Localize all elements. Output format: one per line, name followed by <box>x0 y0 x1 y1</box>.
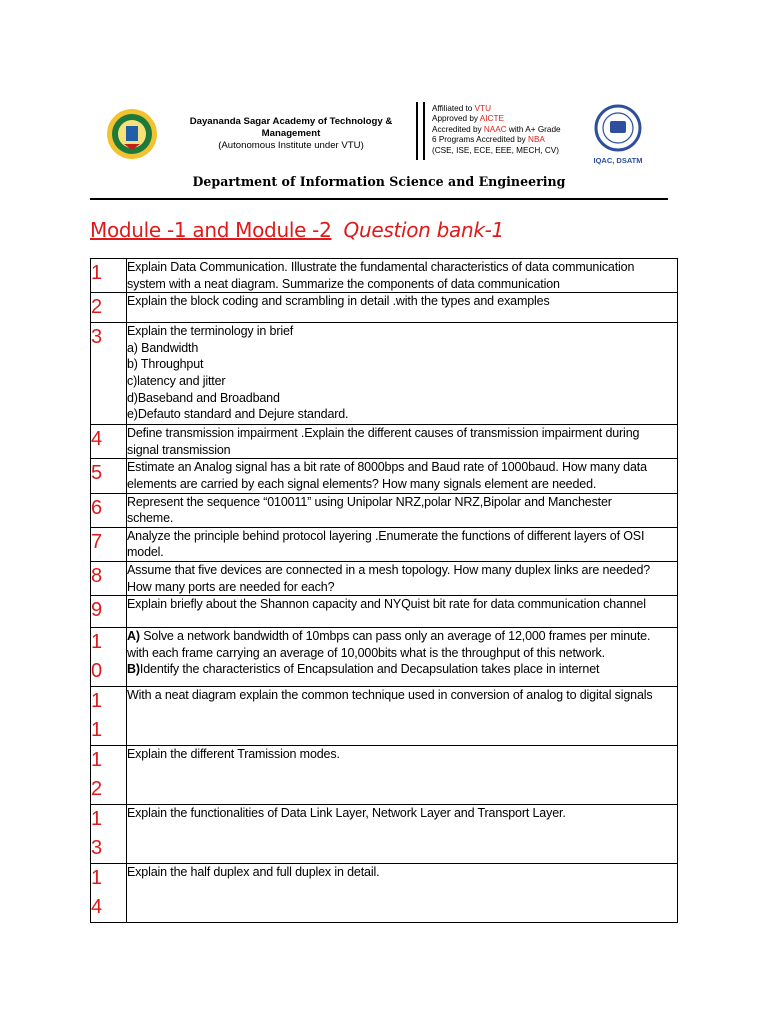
question-number <box>91 293 127 323</box>
header-rule <box>90 198 668 200</box>
subpart-label: A) <box>127 629 140 644</box>
institute-emblem-icon <box>106 108 158 160</box>
affiliation-highlight: NAAC <box>483 124 507 134</box>
question-line: How many ports are needed for each? <box>127 579 335 594</box>
question-text <box>127 493 678 527</box>
question-row <box>91 259 678 293</box>
question-text <box>127 425 678 459</box>
question-line: Explain the half duplex and full duplex in detail. <box>127 865 380 880</box>
question-number-text: 4 <box>91 428 103 451</box>
question-number <box>91 687 127 746</box>
question-line: Explain the different Tramission modes. <box>127 747 340 762</box>
question-text <box>127 864 678 923</box>
question-text <box>127 459 678 493</box>
affiliation-text: (CSE, ISE, ECE, EEE, MECH, CV) <box>432 145 559 155</box>
question-line: c)latency and jitter <box>127 373 226 388</box>
institute-name-line1: Dayananda Sagar Academy of Technology & <box>189 116 393 127</box>
question-line: Explain briefly about the Shannon capacity and NYQuist bit rate for data communication channel <box>127 597 646 612</box>
question-number-text: 3 <box>91 326 103 349</box>
question-number <box>91 805 127 864</box>
title-module: Module -1 and Module -2 <box>90 218 332 242</box>
question-line <box>127 661 677 678</box>
question-number <box>91 459 127 493</box>
question-line <box>127 628 677 645</box>
institute-subtitle: (Autonomous Institute under VTU) <box>218 140 364 151</box>
question-number <box>91 746 127 805</box>
question-line: scheme. <box>127 511 174 526</box>
question-line: a) Bandwidth <box>127 340 199 355</box>
affiliation-line <box>432 104 592 114</box>
question-line: e)Defauto standard and Dejure standard. <box>127 407 349 422</box>
question-number <box>91 259 127 293</box>
question-line: elements are carried by each signal elements? How many signals element are needed. <box>127 476 597 491</box>
affiliation-text: Approved by <box>432 114 480 124</box>
question-number <box>91 864 127 923</box>
question-line: Represent the sequence “010011” using Unipolar NRZ,polar NRZ,Bipolar and Manchester <box>127 494 612 509</box>
affiliation-highlight: AICTE <box>479 114 504 124</box>
subpart-text: Identify the characteristics of Encapsulation and Decapsulation takes place in internet <box>139 662 600 677</box>
question-number-text: 6 <box>91 496 103 519</box>
question-line: Analyze the principle behind protocol layering .Enumerate the functions of different layers of OSI <box>127 528 645 543</box>
question-number <box>91 425 127 459</box>
affiliation-text: 6 Programs Accredited by <box>432 135 529 145</box>
subpart-text: with each frame carrying an average of 10,000bits what is the throughput of this network. <box>127 645 605 660</box>
letterhead <box>90 96 668 168</box>
title-question-bank: Question bank-1 <box>343 218 504 242</box>
subpart-text: Solve a network bandwidth of 10mbps can pass only an average of 12,000 frames per minute. <box>139 629 651 644</box>
affiliation-highlight: VTU <box>474 104 492 113</box>
question-row <box>91 864 678 923</box>
question-row <box>91 561 678 595</box>
question-number-text: 9 <box>91 599 103 622</box>
affiliation-text: with A+ Grade <box>506 124 561 134</box>
question-text <box>127 561 678 595</box>
question-number <box>91 493 127 527</box>
question-line: Estimate an Analog signal has a bit rate of 8000bps and Baud rate of 1000baud. How many data <box>127 460 647 475</box>
question-line: Explain Data Communication. Illustrate the fundamental characteristics of data communication <box>127 260 635 274</box>
question-number-text: 7 <box>91 530 103 553</box>
question-number-text: 12 <box>91 749 103 801</box>
question-line: d)Baseband and Broadband <box>127 390 280 405</box>
affiliation-line <box>432 114 592 124</box>
question-number <box>91 561 127 595</box>
institute-name-line2: Management <box>261 128 321 139</box>
question-line: Explain the terminology in brief <box>127 324 294 339</box>
question-line: system with a neat diagram. Summarize the components of data communication <box>127 276 560 291</box>
question-text <box>127 527 678 561</box>
question-number-text: 14 <box>91 867 103 919</box>
header-divider <box>416 102 418 160</box>
question-text <box>127 323 678 425</box>
question-number-text: 2 <box>91 296 103 319</box>
question-number-text: 8 <box>91 564 103 587</box>
question-line: signal transmission <box>127 442 231 457</box>
iqac-caption: IQAC, DSATM <box>593 156 643 165</box>
question-row <box>91 527 678 561</box>
question-line: Explain the functionalities of Data Link Layer, Network Layer and Transport Layer. <box>127 806 566 821</box>
question-number <box>91 628 127 687</box>
question-line: Explain the block coding and scrambling in detail .with the types and examples <box>127 294 550 309</box>
question-row <box>91 293 678 323</box>
subpart-label: B) <box>127 662 140 677</box>
affiliation-line <box>432 125 592 135</box>
question-line: Assume that five devices are connected in a mesh topology. How many duplex links are needed? <box>127 562 651 577</box>
question-number-text: 10 <box>91 631 103 683</box>
affiliation-text: Accredited by <box>432 124 484 134</box>
affiliation-list <box>432 104 592 156</box>
question-line <box>127 645 677 662</box>
header-divider <box>423 102 425 160</box>
question-number <box>91 323 127 425</box>
question-line: With a neat diagram explain the common technique used in conversion of analog to digital signals <box>127 688 653 703</box>
question-text <box>127 293 678 323</box>
question-row <box>91 746 678 805</box>
question-number-text: 5 <box>91 462 103 485</box>
question-table <box>90 258 678 923</box>
question-row <box>91 687 678 746</box>
question-text <box>127 746 678 805</box>
question-line: b) Throughput <box>127 357 204 372</box>
document-title <box>90 218 504 242</box>
question-number <box>91 596 127 628</box>
affiliation-highlight: NBA <box>528 135 545 145</box>
affiliation-line <box>432 146 592 156</box>
question-number-text: 13 <box>91 808 103 860</box>
iqac-seal-icon <box>586 102 650 166</box>
question-number <box>91 527 127 561</box>
institute-name <box>176 116 406 152</box>
question-text <box>127 687 678 746</box>
question-text <box>127 596 678 628</box>
question-text <box>127 259 678 293</box>
question-row <box>91 628 678 687</box>
question-row <box>91 323 678 425</box>
affiliation-text: Affiliated to <box>432 104 475 113</box>
question-row <box>91 459 678 493</box>
question-row <box>91 596 678 628</box>
question-row <box>91 425 678 459</box>
question-row <box>91 493 678 527</box>
question-number-text: 1 <box>91 262 103 284</box>
affiliation-line <box>432 135 592 145</box>
question-row <box>91 805 678 864</box>
question-text <box>127 805 678 864</box>
question-text <box>127 628 678 687</box>
question-number-text: 11 <box>91 690 103 742</box>
question-line: Define transmission impairment .Explain the different causes of transmission impairment during <box>127 426 640 441</box>
question-line: model. <box>127 545 164 560</box>
department-heading: Department of Information Science and Engineering <box>192 174 566 189</box>
